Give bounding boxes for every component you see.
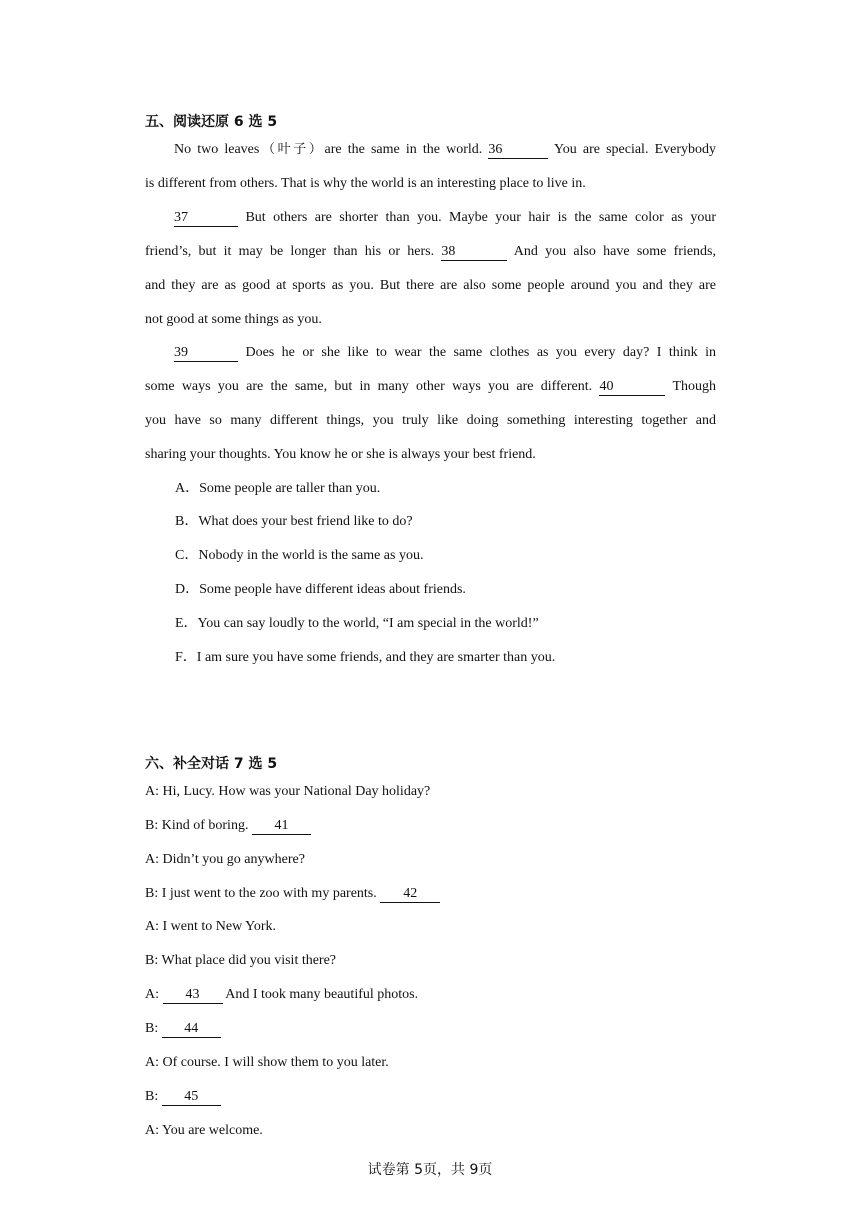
- blank-41[interactable]: 41: [252, 818, 311, 835]
- p2-line4: not good at some things as you.: [145, 312, 322, 327]
- dialogue-line-10: B: 45: [145, 1087, 221, 1107]
- blank-36[interactable]: 36: [488, 142, 548, 159]
- option-e: E．You can say loudly to the world, “I am special in the world!”: [175, 616, 539, 631]
- p3-line1: 39 Does he or she like to wear the same clothes as you every day? I think in: [174, 345, 716, 360]
- dialogue-line-9: A: Of course. I will show them to you later.: [145, 1055, 389, 1070]
- blank-42[interactable]: 42: [380, 886, 440, 903]
- dialogue-line-8: B: 44: [145, 1019, 221, 1039]
- dialogue-line-11: A: You are welcome.: [145, 1123, 263, 1138]
- blank-38[interactable]: 38: [441, 244, 507, 261]
- section6-title: 六、补全对话 7 选 5: [145, 756, 278, 772]
- p2-line1: 37 But others are shorter than you. Maybe your hair is the same color as your: [174, 210, 716, 225]
- dialogue-line-5: A: I went to New York.: [145, 919, 277, 934]
- blank-37[interactable]: 37: [174, 210, 238, 227]
- option-f: F．I am sure you have some friends, and they are smarter than you.: [175, 650, 556, 665]
- page-footer: 试卷第 5页，共 9页: [367, 1162, 493, 1178]
- dialogue-line-1: A: Hi, Lucy. How was your National Day holiday?: [145, 784, 431, 799]
- dialogue-line-6: B: What place did you visit there?: [145, 953, 337, 968]
- dialogue-line-2: B: Kind of boring. 41: [145, 816, 311, 836]
- dialogue-line-3: A: Didn’t you go anywhere?: [145, 852, 305, 867]
- blank-45[interactable]: 45: [162, 1089, 221, 1106]
- option-c: C．Nobody in the world is the same as you.: [175, 548, 424, 563]
- option-b: B．What does your best friend like to do?: [175, 514, 413, 529]
- dialogue-line-4: B: I just went to the zoo with my parents. 42: [145, 884, 440, 904]
- blank-39[interactable]: 39: [174, 345, 238, 362]
- p1-line2: is different from others. That is why the world is an interesting place to live in.: [145, 176, 586, 191]
- p3-line3: you have so many different things, you truly like doing something interesting together and: [145, 413, 716, 428]
- blank-40[interactable]: 40: [599, 379, 665, 396]
- p2-line2: friend’s, but it may be longer than his or hers. 38 And you also have some friends,: [145, 244, 716, 259]
- blank-44[interactable]: 44: [162, 1021, 221, 1038]
- section5-title: 五、阅读还原 6 选 5: [145, 114, 278, 130]
- option-a: A．Some people are taller than you.: [175, 481, 381, 496]
- dialogue-line-7: A: 43 And I took many beautiful photos.: [145, 987, 419, 1002]
- option-d: D．Some people have different ideas about friends.: [175, 582, 466, 597]
- p2-line3: and they are as good at sports as you. But there are also some people around you and they are: [145, 278, 716, 293]
- p1-line1: No two leaves（叶子）are the same in the world. 36 You are special. Everybody: [174, 142, 716, 157]
- p3-line4: sharing your thoughts. You know he or she is always your best friend.: [145, 447, 536, 462]
- p3-line2: some ways you are the same, but in many other ways you are different. 40 Though: [145, 379, 717, 394]
- blank-43[interactable]: 43: [163, 987, 223, 1004]
